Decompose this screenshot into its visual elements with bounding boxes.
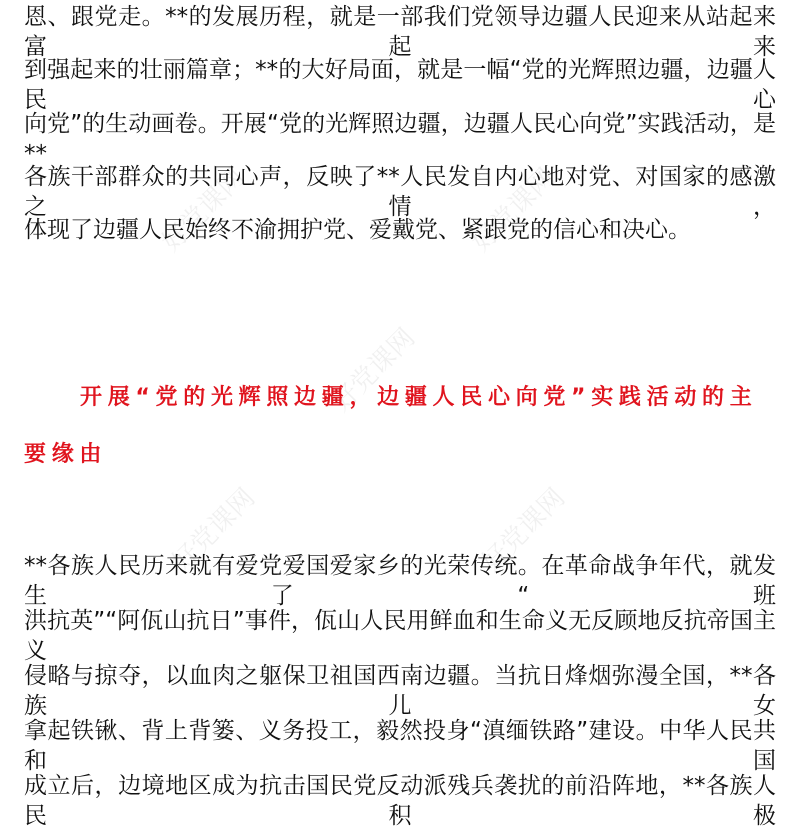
text-line: 向党”的生动画卷。开展“党的光辉照边疆，边疆人民心向党”实践活动，是** [24, 111, 776, 167]
text-line: 洪抗英”“阿佤山抗日”事件，佤山人民用鲜血和生命义无反顾地反抗帝国主义 [24, 608, 776, 664]
text-line: 体现了边疆人民始终不渝拥护党、爱戴党、紧跟党的信心和决心。 [24, 217, 691, 243]
watermark: 好党课网 [166, 482, 262, 578]
watermark: 好党课网 [156, 162, 252, 258]
text-line: 到强起来的壮丽篇章；**的大好局面，就是一幅“党的光辉照边疆，边疆人民心 [24, 57, 776, 113]
text-line: 恩、跟党走。**的发展历程，就是一部我们党领导边疆人民迎来从站起来富起来 [24, 4, 776, 60]
watermark: 好党课网 [466, 162, 562, 258]
heading-line: 要缘由 [24, 442, 108, 467]
text-line: **各族人民历来就有爱党爱国爱家乡的光荣传统。在革命战争年代，就发生了“班 [24, 553, 776, 609]
text-line: 各族干部群众的共同心声，反映了**人民发自内心地对党、对国家的感激之情， [24, 164, 776, 220]
text-line: 侵略与掠夺，以血肉之躯保卫祖国西南边疆。当抗日烽烟弥漫全国，**各族儿女 [24, 663, 776, 719]
text-line: 成立后，边境地区成为抗击国民党反动派残兵袭扰的前沿阵地，**各族人民积极 [24, 773, 776, 829]
text-line: 拿起铁锹、背上背篓、义务投工，毅然投身“滇缅铁路”建设。中华人民共和国 [24, 718, 776, 774]
heading-line: 开展“党的光辉照边疆，边疆人民心向党”实践活动的主 [80, 385, 758, 410]
watermark: 好党课网 [476, 482, 572, 578]
watermark: 好党课网 [326, 322, 422, 418]
